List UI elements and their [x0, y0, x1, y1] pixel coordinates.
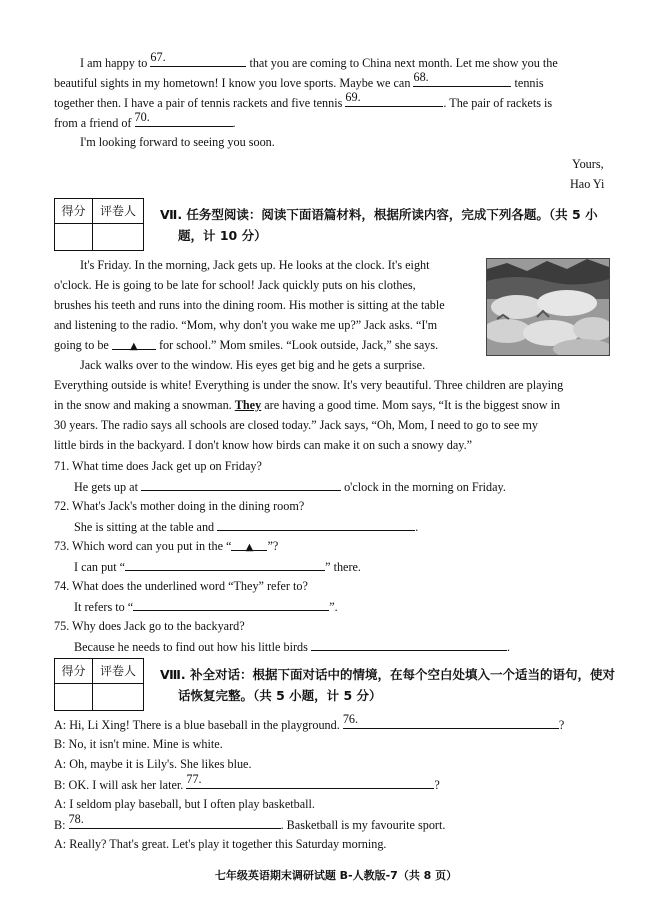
answer-blank-77[interactable]: 77.: [186, 774, 434, 789]
answer-73: I can put “ ” there.: [74, 556, 361, 577]
score-header: 得分: [55, 199, 93, 224]
dialogue-line-7: A: Really? That's great. Let's play it together this Saturday morning.: [54, 837, 387, 851]
score-box-section-8: [54, 658, 144, 711]
question-73-blank: [231, 536, 267, 551]
letter-yours: Yours,: [572, 157, 604, 171]
answer-blank-76[interactable]: 76.: [343, 714, 559, 729]
score-header: 得分: [55, 659, 93, 684]
answer-blank-75[interactable]: [311, 636, 507, 651]
page-footer: 七年级英语期末调研试题 B-人教版-7（共 8 页）: [214, 869, 458, 882]
grader-header: 评卷人: [93, 199, 144, 224]
triangle-marker-icon: ▲: [245, 542, 254, 553]
score-cell[interactable]: [55, 224, 93, 251]
dialogue-line-1: A: Hi, Li Xing! There is a blue baseball in the playground. 76. ?: [54, 712, 565, 732]
score-box-section-7: [54, 198, 144, 251]
answer-72: She is sitting at the table and .: [74, 516, 418, 537]
dialogue-line-6: B: 78. . Basketball is my favourite sport.: [54, 812, 446, 832]
question-75: 75. Why does Jack go to the backyard?: [54, 619, 245, 633]
letter-closing: I'm looking forward to seeing you soon.: [80, 135, 275, 149]
letter-line-1: I am happy to 67. that you are coming to China next month. Let me show you the: [80, 50, 558, 70]
grader-header: 评卷人: [93, 659, 144, 684]
answer-75: Because he needs to find out how his little birds .: [74, 636, 510, 657]
passage-line-3: brushes his teeth and runs into the dining room. His mother is sitting at the table: [54, 298, 445, 312]
question-72: 72. What's Jack's mother doing in the dining room?: [54, 499, 305, 513]
question-73: 73. Which word can you put in the “ ▲ ”?: [54, 536, 278, 556]
underlined-word-they: They: [234, 398, 262, 412]
question-74: 74. What does the underlined word “They” refer to?: [54, 579, 308, 593]
triangle-marker-icon: ▲: [130, 341, 138, 352]
answer-blank-72[interactable]: [217, 516, 415, 531]
grader-cell[interactable]: [93, 684, 144, 711]
snow-photo: [486, 258, 610, 356]
answer-blank-71[interactable]: [141, 476, 341, 491]
answer-blank-74[interactable]: [133, 596, 329, 611]
answer-blank-78[interactable]: 78.: [69, 814, 281, 829]
passage-line-4: and listening to the radio. “Mom, why don't you wake me up?” Jack asks. “I'm: [54, 318, 438, 332]
snow-scene-image: [487, 259, 609, 355]
passage-line-8: in the snow and making a snowman. They are having a good time. Mom says, “It is the biggest snow in: [54, 398, 561, 412]
section-8-title: Ⅷ. 补全对话：根据下面对话中的情境，在每个空白处填入一个适当的语句，使对 话恢复完整。（共 5 小题，计 5 分）: [160, 667, 616, 703]
letter-signature: Hao Yi: [570, 177, 605, 191]
answer-blank-73[interactable]: [125, 556, 325, 571]
answer-74: It refers to “ ”.: [74, 596, 338, 617]
question-71: 71. What time does Jack get up on Friday?: [54, 459, 262, 473]
passage-line-5: going to be ▲ for school.” Mom smiles. “Look outside, Jack,” she says.: [54, 335, 438, 355]
dialogue-line-5: A: I seldom play baseball, but I often play basketball.: [54, 797, 315, 811]
letter-line-3: together then. I have a pair of tennis rackets and five tennis 69. . The pair of rackets is: [54, 90, 553, 110]
passage-line-6: Jack walks over to the window. His eyes get big and he gets a surprise.: [80, 358, 426, 372]
passage-line-2: o'clock. He is going to be late for school! Jack quickly puts on his clothes,: [54, 278, 416, 292]
passage-line-1: It's Friday. In the morning, Jack gets up. He looks at the clock. It's eight: [80, 258, 430, 272]
passage-line-10: little birds in the backyard. I don't know how birds can make it on such a snowy day.”: [54, 438, 473, 452]
letter-line-2: beautiful sights in my hometown! I know you love sports. Maybe we can 68. tennis: [54, 70, 544, 90]
dialogue-line-3: A: Oh, maybe it is Lily's. She likes blue.: [54, 757, 252, 771]
score-cell[interactable]: [55, 684, 93, 711]
dialogue-line-2: B: No, it isn't mine. Mine is white.: [54, 737, 223, 751]
answer-blank-68[interactable]: 68.: [413, 72, 511, 87]
section-7-title: Ⅶ. 任务型阅读：阅读下面语篇材料，根据所读内容，完成下列各题。（共 5 小 题，计 10 分）: [160, 207, 598, 243]
grader-cell[interactable]: [93, 224, 144, 251]
letter-line-4: from a friend of 70. .: [54, 110, 236, 130]
passage-line-7: Everything outside is white! Everything is under the snow. It's very beautiful. Three children are playing: [54, 378, 564, 392]
passage-line-9: 30 years. The radio says all schools are closed today.” Jack says, “Oh, Mom, I need to go to see my: [54, 418, 538, 432]
answer-blank-69[interactable]: 69.: [345, 92, 443, 107]
answer-blank-67[interactable]: 67.: [150, 52, 246, 67]
answer-71: He gets up at o'clock in the morning on Friday.: [74, 476, 506, 497]
dialogue-line-4: B: OK. I will ask her later. 77. ?: [54, 772, 440, 792]
answer-blank-70[interactable]: 70.: [135, 112, 233, 127]
passage-blank: [112, 335, 156, 350]
